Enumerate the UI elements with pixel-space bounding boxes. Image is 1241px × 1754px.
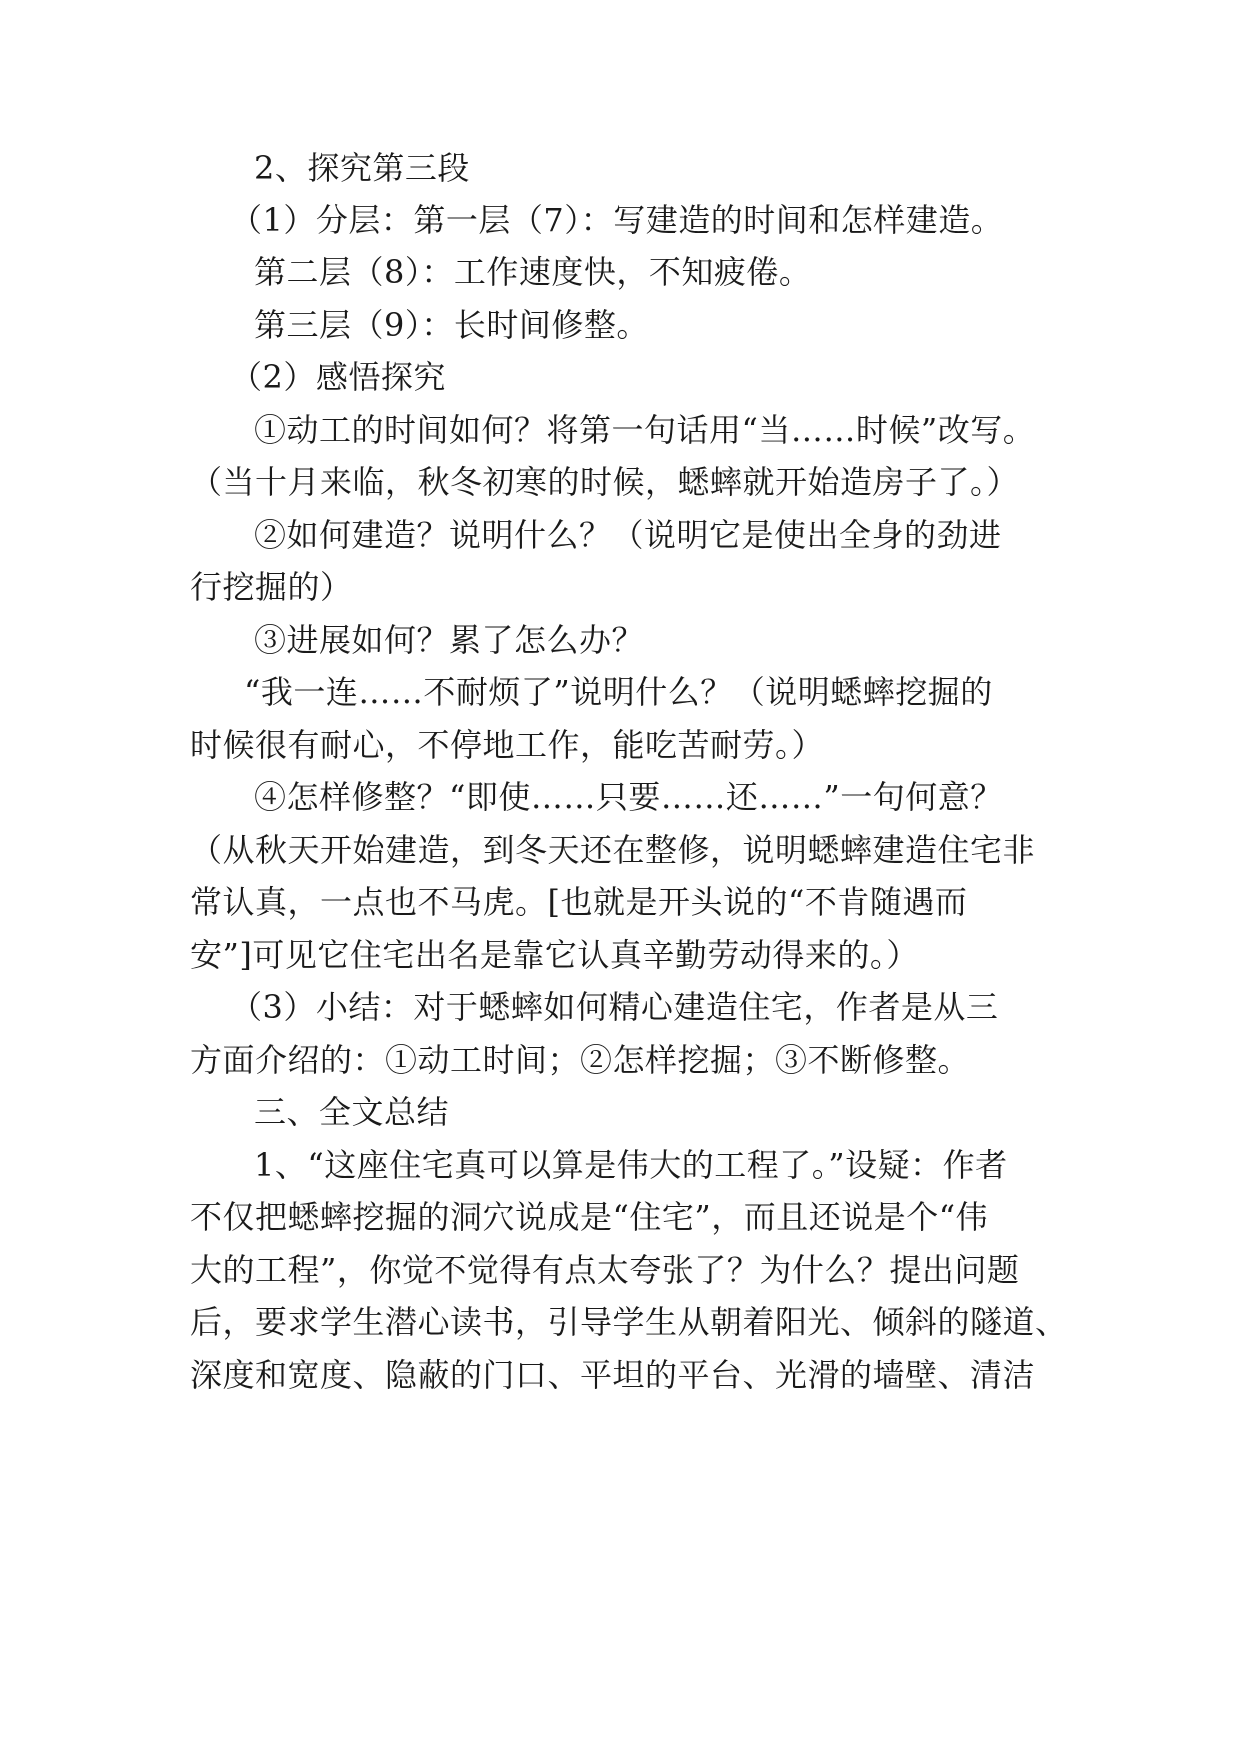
paragraph-question-2: ②如何建造？说明什么？（说明它是使出全身的劲进 — [254, 516, 1002, 554]
section-heading-full-text-summary: 三、全文总结 — [254, 1093, 450, 1131]
paragraph-question-3: ③进展如何？累了怎么办？ — [254, 621, 645, 659]
paragraph-conclusion-line-1: 1、“这座住宅真可以算是伟大的工程了。”设疑：作者 — [254, 1146, 1008, 1184]
paragraph-question-1: ①动工的时间如何？将第一句话用“当……时候”改写。 — [254, 411, 1036, 449]
paragraph-question-2-continued: 行挖掘的） — [190, 568, 353, 606]
section-heading-explore-third-paragraph: 2、探究第三段 — [254, 149, 470, 187]
paragraph-answer-4-line-3: 安”]可见它住宅出名是靠它认真辛勤劳动得来的。） — [190, 936, 919, 974]
paragraph-conclusion-line-3: 大的工程”，你觉不觉得有点太夸张了？为什么？提出问题 — [190, 1251, 1020, 1289]
paragraph-inquiry-heading: （2）感悟探究 — [230, 358, 446, 396]
paragraph-answer-4-line-2: 常认真，一点也不马虎。[也就是开头说的“不肯随遇而 — [190, 883, 968, 921]
paragraph-summary: （3）小结：对于蟋蟀如何精心建造住宅，作者是从三 — [230, 988, 999, 1026]
paragraph-conclusion-line-2: 不仅把蟋蟀挖掘的洞穴说成是“住宅”，而且还说是个“伟 — [190, 1198, 989, 1236]
paragraph-question-4: ④怎样修整？“即使……只要……还……”一句何意？ — [254, 778, 1003, 816]
paragraph-quote-analysis: “我一连……不耐烦了”说明什么？（说明蟋蟀挖掘的 — [244, 673, 993, 711]
paragraph-answer-4-line-1: （从秋天开始建造，到冬天还在整修，说明蟋蟀建造住宅非 — [190, 831, 1036, 869]
paragraph-quote-analysis-continued: 时候很有耐心，不停地工作，能吃苦耐劳。） — [190, 726, 825, 764]
paragraph-layering: （1）分层：第一层（7）：写建造的时间和怎样建造。 — [230, 201, 1004, 239]
paragraph-conclusion-line-4: 后，要求学生潜心读书，引导学生从朝着阳光、倾斜的隧道、 — [190, 1303, 1068, 1341]
paragraph-conclusion-line-5: 深度和宽度、隐蔽的门口、平坦的平台、光滑的墙壁、清洁 — [190, 1356, 1036, 1394]
paragraph-answer-1: （当十月来临，秋冬初寒的时候，蟋蟀就开始造房子了。） — [190, 463, 1020, 501]
paragraph-summary-continued: 方面介绍的：①动工时间；②怎样挖掘；③不断修整。 — [190, 1041, 971, 1079]
paragraph-second-layer: 第二层（8）：工作速度快，不知疲倦。 — [254, 253, 812, 291]
paragraph-third-layer: 第三层（9）：长时间修整。 — [254, 306, 649, 344]
